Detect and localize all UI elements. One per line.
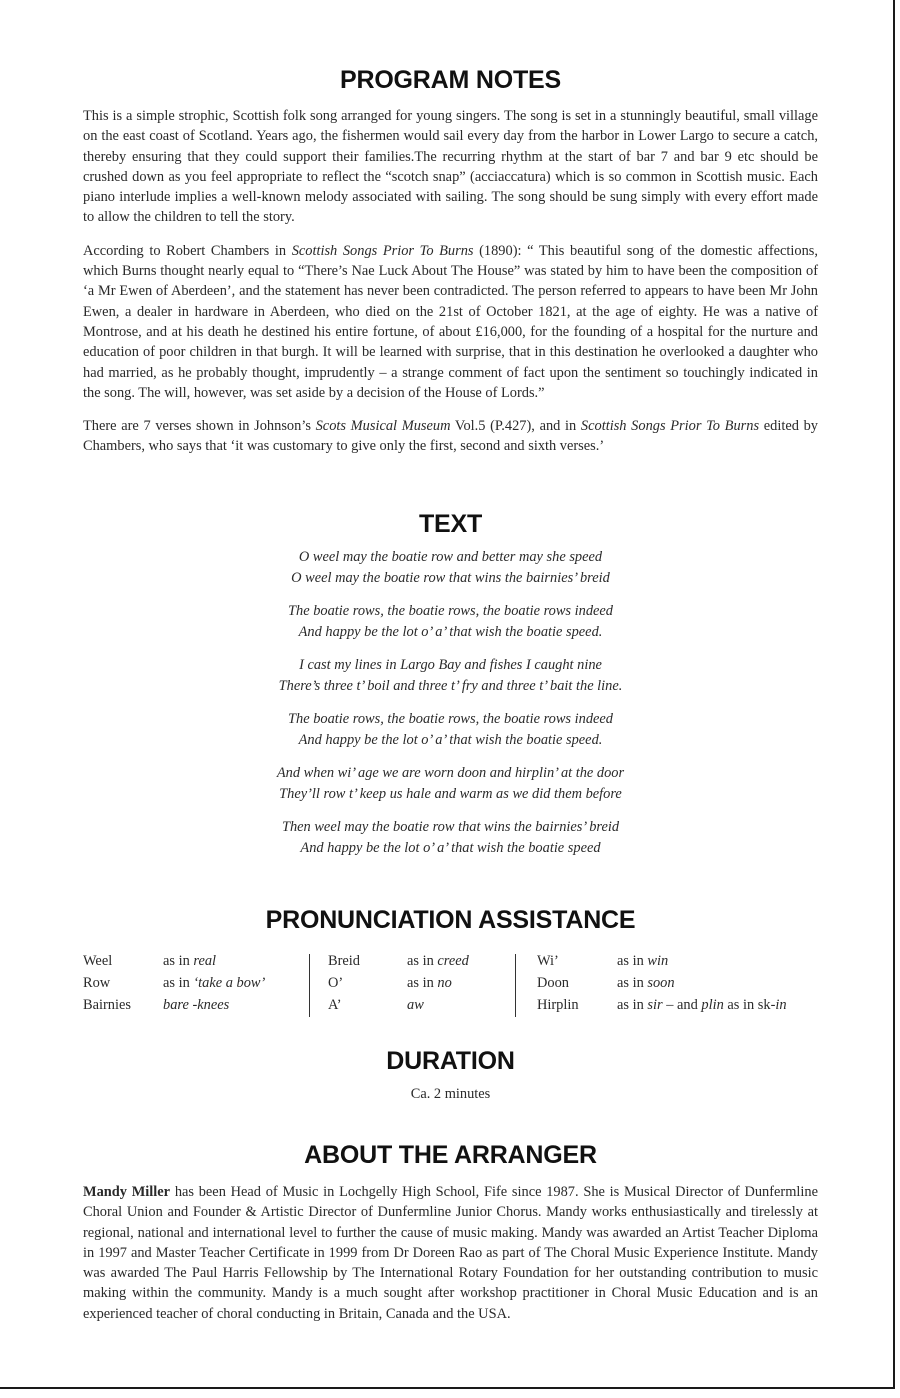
- lyric-line: The boatie rows, the boatie rows, the boatie rows indeed: [288, 603, 613, 619]
- column-divider: [515, 954, 516, 1017]
- stanza: [83, 709, 818, 751]
- pronunciation-row: [328, 994, 469, 1016]
- example: aw: [407, 997, 424, 1013]
- arranger-paragraph: [83, 1182, 818, 1324]
- example: no: [437, 975, 452, 991]
- example: soon: [647, 975, 675, 991]
- pronunciation-row: [537, 994, 787, 1016]
- pronunciation-row: [83, 972, 265, 994]
- pronunciation-row: [83, 950, 265, 972]
- pronunciation-row: [83, 994, 265, 1016]
- book-title: Scots Musical Museum: [315, 418, 451, 435]
- word: Row: [83, 975, 111, 991]
- word: Breid: [328, 953, 360, 969]
- example: plin: [701, 997, 724, 1013]
- stanza: [83, 601, 818, 643]
- connector-text: as in sk-: [727, 997, 776, 1013]
- pronunciation-row: [537, 972, 787, 994]
- example: win: [647, 953, 669, 969]
- as-in: as in: [163, 953, 190, 969]
- example: sir: [647, 997, 663, 1013]
- lyric-line: The boatie rows, the boatie rows, the boatie rows indeed: [288, 711, 613, 727]
- word: A’: [328, 997, 342, 1013]
- lyric-line: And happy be the lot o’ a’ that wish the boatie speed.: [298, 624, 603, 640]
- stanza: [83, 817, 818, 859]
- book-title: Scottish Songs Prior To Burns: [580, 418, 760, 435]
- paragraph-text: According to Robert Chambers in: [83, 242, 287, 259]
- word: Hirplin: [537, 997, 579, 1013]
- example: bare -knees: [163, 997, 230, 1013]
- paragraph-text: edited by Chambers, who says that ‘it was customary to give only the first, second and sixth verses.’: [83, 418, 818, 455]
- arranger-bio-text: has been Head of Music in Lochgelly High School, Fife since 1987. She is Musical Director of Dunfermline Choral Union and Founder & Artistic Director of Dunfermline Junior Chorus. Mandy works enthusiastically and tirelessly at regional, national and international level to further the cause of music making. Mandy was awarded an Artist Teacher Diploma in 1997 and Master Teacher Certificate in 1999 from Dr Doreen Rao as part of The Choral Music Experience Institute. Mandy was awarded The Paul Harris Fellowship by The International Rotary Foundation for her outstanding contribution to music making within the community. Mandy is a much sought after workshop practitioner in Choral Music Education and is an experienced teacher of choral conducting in Britain, Canada and the USA.: [83, 1184, 818, 1322]
- lyric-line: O weel may the boatie row that wins the bairnies’ breid: [291, 570, 610, 586]
- pronunciation-row: [328, 950, 469, 972]
- arranger-name: Mandy Miller: [83, 1184, 171, 1200]
- as-in: as in: [163, 975, 190, 991]
- column-divider: [309, 954, 310, 1017]
- program-notes-paragraph-1: This is a simple strophic, Scottish folk song arranged for young singers. The song is set in a stunningly beautiful, small village on the east coast of Scotland. Years ago, the fishermen would sail every day from the harbor in Lower Largo to secure a catch, thereby ensuring that they could support their families.The recurring rhythm at the start of bar 7 and bar 9 etc should be crushed down as you feel appropriate to reflect the “scotch snap” (acciaccatura) which is so common in Scottish music. Each piano interlude implies a well-known melody associated with sailing. The song should be sung simply with every effort made to allow the children to tell the story.: [83, 108, 818, 226]
- lyric-line: Then weel may the boatie row that wins the bairnies’ breid: [281, 819, 620, 835]
- as-in: as in: [617, 953, 644, 969]
- pronunciation-column-2: [328, 950, 469, 1016]
- paragraph-text: There are 7 verses shown in Johnson’s: [83, 418, 311, 435]
- lyric-line: And happy be the lot o’ a’ that wish the boatie speed.: [298, 732, 603, 748]
- duration-value: Ca. 2 minutes: [410, 1086, 491, 1102]
- duration-heading: DURATION: [386, 1047, 515, 1075]
- word: O’: [328, 975, 344, 991]
- pronunciation-column-1: [83, 950, 265, 1016]
- page-border-bottom: [0, 1387, 895, 1389]
- example: ‘take a bow’: [193, 975, 266, 991]
- as-in: as in: [407, 953, 434, 969]
- program-notes-paragraph-2: [83, 241, 818, 403]
- arranger-heading: ABOUT THE ARRANGER: [304, 1141, 597, 1169]
- program-notes: [83, 106, 818, 470]
- example: in: [775, 997, 787, 1013]
- text-heading: TEXT: [418, 510, 483, 538]
- arranger-bio: [83, 1182, 818, 1337]
- as-in: as in: [617, 975, 644, 991]
- as-in: as in: [407, 975, 434, 991]
- as-in: as in: [617, 997, 644, 1013]
- paragraph-text: Vol.5 (P.427), and in: [454, 418, 577, 435]
- pronunciation-heading: PRONUNCIATION ASSISTANCE: [265, 906, 636, 934]
- lyric-line: I cast my lines in Largo Bay and fishes I caught nine: [299, 657, 602, 673]
- lyric-line: O weel may the boatie row and better may she speed: [298, 549, 603, 565]
- lyrics: [83, 547, 818, 871]
- connector-text: – and: [666, 997, 698, 1013]
- lyric-line: They’ll row t’ keep us hale and warm as we did them before: [279, 786, 622, 802]
- paragraph-text: (1890): “ This beautiful song of the domestic affections, which Burns thought nearly equal to “There’s Nae Luck About The House” was stated by him to have been the composition of ‘a Mr Ewen of Aberdeen’, and the statement has never been contradicted. The person referred to appears to have been Mr John Ewen, a dealer in hardware in Aberdeen, who died on the 21st of October 1821, at the age of eighty. He was a native of Montrose, and at his death he destined his entire fortune, of about £16,000, for the founding of a hospital for the nurture and education of poor children in that burgh. It will be learned with surprise, that in this destination he overlooked a daughter who had married, as he probably thought, imprudently – a strange comment of fact upon the sentiment so touchingly indicated in the song. The will, however, was set aside by a decision of the House of Lords.”: [83, 242, 818, 401]
- book-title: Scottish Songs Prior To Burns: [291, 242, 474, 259]
- stanza: [83, 547, 818, 589]
- stanza: [83, 655, 818, 697]
- lyric-line: And when wi’ age we are worn doon and hirplin’ at the door: [276, 765, 625, 781]
- pronunciation-row: [328, 972, 469, 994]
- program-notes-heading: PROGRAM NOTES: [339, 66, 562, 94]
- lyric-line: There’s three t’ boil and three t’ fry and three t’ bait the line.: [278, 678, 623, 694]
- pronunciation-column-3: [537, 950, 787, 1016]
- pronunciation-row: [537, 950, 787, 972]
- program-notes-paragraph-3: [83, 416, 818, 457]
- word: Wi’: [537, 953, 559, 969]
- word: Doon: [537, 975, 569, 991]
- word: Weel: [83, 953, 113, 969]
- word: Bairnies: [83, 997, 131, 1013]
- lyric-line: And happy be the lot o’ a’ that wish the boatie speed: [300, 840, 601, 856]
- stanza: [83, 763, 818, 805]
- page-border-right: [893, 0, 895, 1388]
- example: creed: [437, 953, 469, 969]
- pronunciation-table: [83, 950, 818, 1020]
- example: real: [193, 953, 217, 969]
